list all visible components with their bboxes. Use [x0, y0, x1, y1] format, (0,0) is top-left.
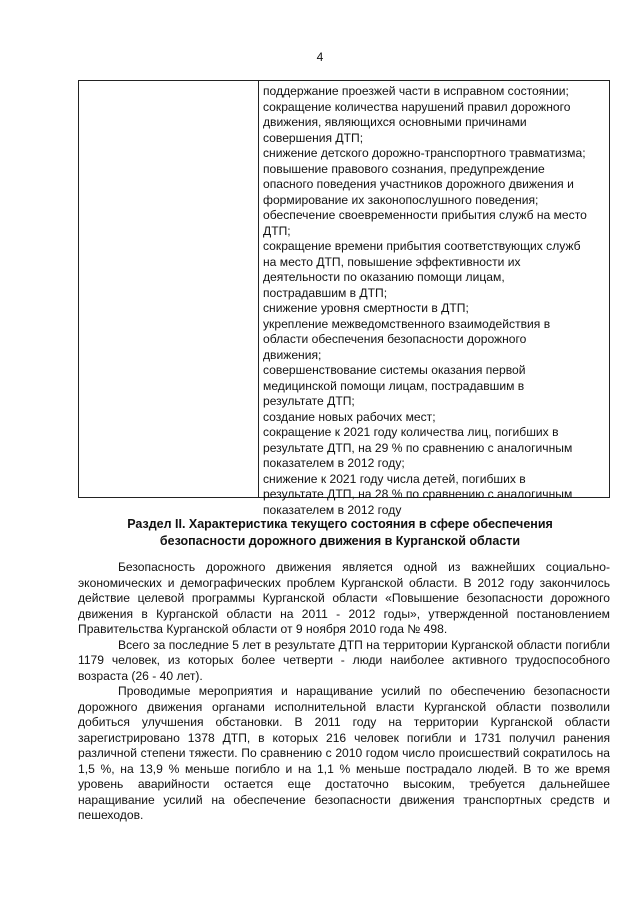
table-left-cell	[79, 81, 259, 497]
goal-line: медицинской помощи лицам, пострадавшим в	[263, 378, 525, 393]
paragraph-road-safety-intro: Безопасность дорожного движения является одной из важнейших социально-экономических и демографических проблем Курганской области. В 2012 году закончилось действие целевой программы Курганской области «Повышение безопасности дорожного движения в Курганской области на 2011 - 2012 годы», утвержденной постановлением Правительства Курганской области от 9 ноября 2010 года № 498.	[78, 560, 610, 636]
goal-line: показателем в 2012 году;	[263, 456, 405, 470]
goal-line: на место ДТП, повышение эффективности их	[263, 254, 521, 269]
goal-line: ДТП;	[263, 223, 291, 238]
goal-line: создание новых рабочих мест;	[263, 409, 436, 424]
goal-line: движения;	[263, 347, 322, 362]
goal-line: снижение детского дорожно-транспортного травматизма;	[263, 146, 586, 160]
goal-line: сокращение к 2021 году количества лиц, погибших в	[263, 425, 559, 439]
goal-line: совершенствование системы оказания первой	[263, 363, 526, 377]
goal-line: движения, являющихся основными причинами	[263, 115, 527, 129]
goal-line: формирование их законопослушного поведения;	[263, 192, 539, 207]
goal-line: совершения ДТП;	[263, 130, 364, 145]
section-heading	[70, 516, 610, 550]
goal-line: деятельности по оказанию помощи лицам,	[263, 270, 505, 284]
goals-table	[78, 80, 610, 517]
section-title-line-2: безопасности дорожного движения в Курганской области	[159, 534, 521, 548]
section-body	[78, 560, 610, 824]
table-goals-cell	[259, 81, 609, 517]
goal-line: результате ДТП, на 29 % по сравнению с аналогичным	[263, 440, 573, 455]
section-title-line-1: Раздел II. Характеристика текущего состояния в сфере обеспечения	[127, 517, 553, 531]
goal-line: опасного поведения участников дорожного движения и	[263, 177, 574, 191]
goal-line: результате ДТП;	[263, 394, 355, 408]
goal-line: области обеспечения безопасности дорожного	[263, 332, 527, 346]
goal-line: сокращение количества нарушений правил дорожного	[263, 99, 571, 114]
page-number: 4	[316, 50, 324, 64]
paragraph-measures-2011: Проводимые мероприятия и наращивание усилий по обеспечению безопасности дорожного движения органами исполнительной власти Курганской области позволили добиться улучшения обстановки. В 2011 году на территории Курганской области зарегистрировано 1378 ДТП, в которых 216 человек погибли и 1731 получил ранения различной степени тяжести. По сравнению с 2010 годом число происшествий сократилось на 1,5 %, на 13,9 % меньше погибло и на 1,1 % меньше пострадало людей. В то же время уровень аварийности остается еще достаточно высоким, требуется дальнейшее наращивание усилий на обеспечение безопасности движения транспортных средств и пешеходов.	[78, 684, 610, 822]
goal-line: поддержание проезжей части в исправном состоянии;	[263, 84, 569, 98]
goal-line: результате ДТП, на 28 % по сравнению с аналогичным	[263, 487, 573, 501]
goal-line: пострадавшим в ДТП;	[263, 285, 388, 300]
goal-line: снижение уровня смертности в ДТП;	[263, 301, 469, 315]
goal-line: укрепление межведомственного взаимодействия в	[263, 316, 551, 331]
paragraph-fatalities-5-years: Всего за последние 5 лет в результате ДТП на территории Курганской области погибли 1179 человек, из которых более четверти - люди наиболее активного трудоспособного возраста (26 - 40 лет).	[78, 637, 610, 683]
goal-line: повышение правового сознания, предупреждение	[263, 161, 545, 176]
goal-line: показателем в 2012 году	[263, 502, 402, 517]
goal-line: сокращение времени прибытия соответствующих служб	[263, 239, 581, 253]
goal-line: снижение к 2021 году числа детей, погибших в	[263, 471, 526, 486]
goal-line: обеспечение своевременности прибытия служб на место	[263, 208, 587, 222]
